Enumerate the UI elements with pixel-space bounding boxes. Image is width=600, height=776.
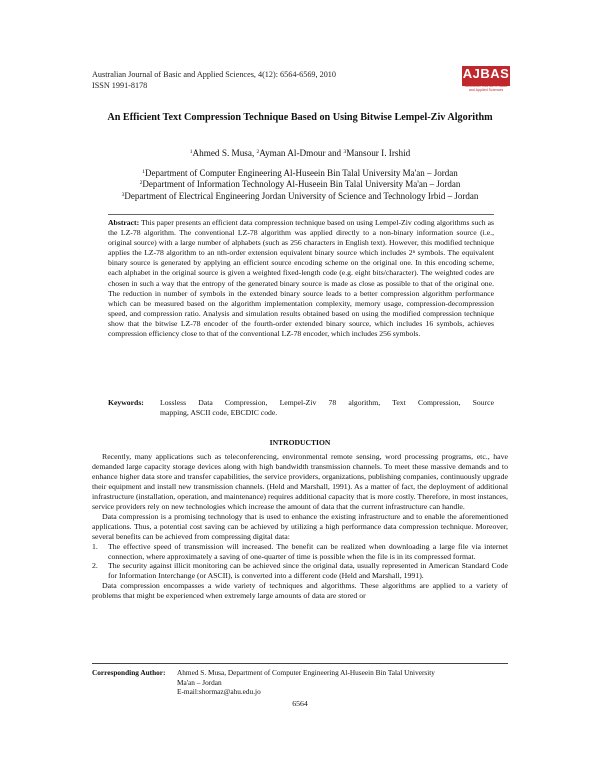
- corresponding-author: [92, 668, 435, 697]
- abstract-section: [108, 214, 494, 339]
- list-item-number: 2.: [92, 561, 98, 571]
- affiliation-1: [60, 168, 540, 179]
- paper-title: An Efficient Text Compression Technique Based on Using Bitwise Lempel-Ziv Algorithm: [107, 112, 493, 123]
- affiliation-3-text: Department of Electrical Engineering Jordan University of Science and Technology Irbid – Jordan: [124, 190, 479, 201]
- abstract-paragraph: [108, 218, 494, 339]
- journal-logo: AJBAS: [462, 66, 510, 86]
- list-item-number: 1.: [92, 541, 98, 551]
- keywords-label-text: Keywords:: [108, 398, 144, 407]
- page-number: 6564: [292, 699, 308, 708]
- intro-paragraph-1: Recently, many applications such as teleconferencing, environmental remote sensing, word processing programs, etc., have demanded large capacity storage devices along with high bandwidth transmission channels. To meet these massive demands and to enhance higher data store and transfer capabilities, the service providers, organizations, publishing companies, continuously upgrade their equipment and install new transmission channels. (Held and Marshall, 1991). As a matter of fact, the deployment of additional infrastructure (installation, operation, and maintenance) requires additional capacity that is more costly. Therefore, in most instances, service providers rely on new technologies which increase the amount of data that the current infrastructure can handle.: [92, 452, 508, 511]
- author-3-marker: 3: [343, 149, 347, 155]
- journal-header: [92, 70, 336, 91]
- footnote-divider: [92, 663, 508, 664]
- affiliation-2: [60, 179, 540, 190]
- author-2-marker: 2: [256, 149, 260, 155]
- affiliation-3-marker: 3: [121, 191, 125, 198]
- affiliations: [60, 168, 540, 202]
- journal-issn: ISSN 1991-8178: [92, 80, 148, 90]
- benefits-list: [92, 542, 508, 582]
- author-3: Mansour I. Irshid: [346, 148, 411, 158]
- abstract-label: Abstract:: [108, 218, 140, 227]
- author-1-marker: 1: [189, 149, 193, 155]
- affiliation-1-marker: 1: [142, 169, 145, 175]
- author-1: Ahmed S. Musa,: [192, 148, 257, 158]
- author-2: Ayman Al-Dmour and: [259, 148, 344, 158]
- keywords-label: [108, 398, 144, 408]
- author-list: [100, 148, 500, 158]
- abstract-text: This paper presents an efficient data compression technique based on using Lempel-Ziv coding algorithms such as the LZ-78 algorithm. The conventional LZ-78 algorithm was applied directly to a non-binary information source (i.e., original source) with a large number of alphabets (such as 256 characters in English text). However, this modified technique applies the LZ-78 algorithm to an nth-order extension equivalent binary source which includes 2ⁿ symbols. The equivalent binary source is generated by applying an efficient source encoding scheme on the original one. In this encoding scheme, each alphabet in the original source is given a weighted fixed-length code (e.g. eight bits/character). The weighted codes are chosen in such a way that the entropy of the generated binary source is made as close as possible to that of the original one. The reduction in number of symbols in the extended binary source leads to a better compression algorithm performance which can be measured based on the algorithm implementation complexity, memory usage, compression-decompression speed, and compression ratio. Analysis and simulation results obtained based on using the modified compression technique show that the bitwise LZ-78 encoder of the fourth-order extended binary source, which includes 16 symbols, achieves compression efficiency close to that of the conventional LZ-78 encoder, which includes 256 symbols.: [108, 218, 494, 339]
- corresponding-author-line-2: Ma'an – Jordan: [177, 677, 222, 687]
- corresponding-author-details: [177, 668, 507, 697]
- corresponding-author-label: Corresponding Author:: [92, 668, 166, 677]
- section-heading-introduction: INTRODUCTION: [269, 438, 331, 447]
- affiliation-2-text: Department of Information Technology Al-Huseein Bin Talal University Ma'an – Jordan: [142, 179, 461, 190]
- list-item-text: The security against illicit monitoring can be achieved since the original data, usually represented in American Standard Code for Information Interchange (or ASCII), is converted into a different code (Held and Marshall, 1991).: [108, 561, 508, 581]
- affiliation-2-marker: 2: [139, 180, 143, 187]
- affiliation-1-text: Department of Computer Engineering Al-Huseein Bin Talal University Ma'an – Jordan: [144, 168, 458, 178]
- keywords-line-2: mapping, ASCII code, EBCDIC code.: [160, 408, 278, 417]
- corresponding-author-line-1: Ahmed S. Musa, Department of Computer Engineering Al-Huseein Bin Talal University: [177, 668, 435, 677]
- introduction-body: [92, 452, 508, 601]
- journal-logo-subtitle: Australian Journal of Basic and Applied Sciences: [464, 84, 508, 92]
- list-item: [92, 542, 508, 562]
- list-item-text: The effective speed of transmission will increased. The benefit can be realized when downloading a large file via internet connection, where approximately a saving of one-quarter of time is possible when the file is in its compressed format.: [108, 541, 508, 561]
- affiliation-3: [60, 191, 540, 202]
- intro-paragraph-2: Data compression is a promising technology that is used to enhance the existing infrastructure and to enable the aforementioned applications. Thus, a potential cost saving can be achieved by utilizing a high performance data compression technique. Moreover, several benefits can be achieved from compressing digital data:: [92, 511, 508, 541]
- keywords-line-1: Lossless Data Compression, Lempel-Ziv 78 algorithm, Text Compression, Source: [160, 398, 494, 407]
- journal-citation: Australian Journal of Basic and Applied Sciences, 4(12): 6564-6569, 2010: [92, 70, 336, 79]
- intro-paragraph-3: Data compression encompasses a wide variety of techniques and algorithms. These algorithms are applied to a variety of problems that might be experienced when extremely large amounts of data are stored or: [92, 581, 508, 601]
- corresponding-author-email: E-mail:shormaz@ahu.edu.jo: [177, 687, 261, 697]
- list-item: [92, 561, 508, 581]
